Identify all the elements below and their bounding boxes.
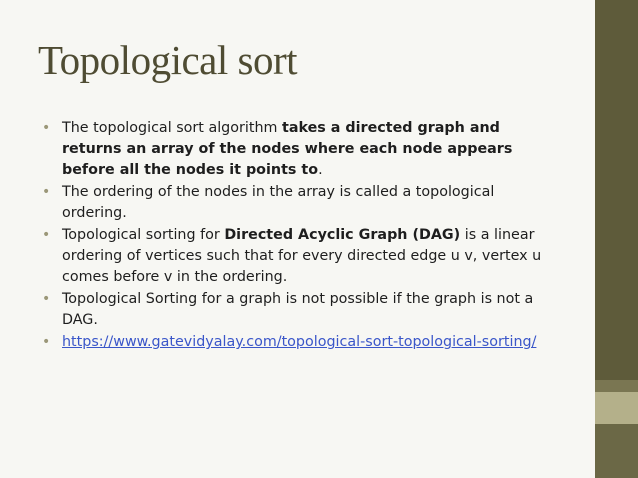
bullet-icon: • <box>42 334 51 350</box>
bullet-item <box>42 332 562 353</box>
bullet-icon: • <box>42 291 51 307</box>
bullet-text: The ordering of the nodes in the array is called a topological ordering. <box>62 184 495 221</box>
bullet-list <box>42 118 562 354</box>
slide-title: Topological sort <box>38 37 298 83</box>
bullet-icon: • <box>42 120 51 136</box>
bullet-icon: • <box>42 184 51 200</box>
bullet-text: Topological sorting for <box>62 227 225 243</box>
bullet-bold-text: takes a directed graph and returns an array of the nodes where each node appears before all the nodes it points to <box>62 120 513 178</box>
reference-link[interactable]: https://www.gatevidyalay.com/topological-sort-topological-sorting/ <box>62 334 537 350</box>
decorative-sidebar <box>595 0 638 478</box>
bullet-bold-text: Directed Acyclic Graph (DAG) <box>224 227 461 243</box>
bullet-text: . <box>318 162 323 178</box>
sidebar-band <box>595 424 638 478</box>
bullet-item <box>42 289 562 331</box>
sidebar-band <box>595 392 638 424</box>
bullet-text: The topological sort algorithm <box>62 120 282 136</box>
bullet-text: is a linear ordering of vertices such that for every directed edge u v, vertex u comes before v in the ordering. <box>62 227 542 285</box>
bullet-icon: • <box>42 227 51 243</box>
bullet-text: Topological Sorting for a graph is not possible if the graph is not a DAG. <box>62 291 534 328</box>
bullet-item <box>42 118 562 181</box>
sidebar-band <box>595 380 638 392</box>
bullet-item <box>42 225 562 288</box>
bullet-item <box>42 182 562 224</box>
